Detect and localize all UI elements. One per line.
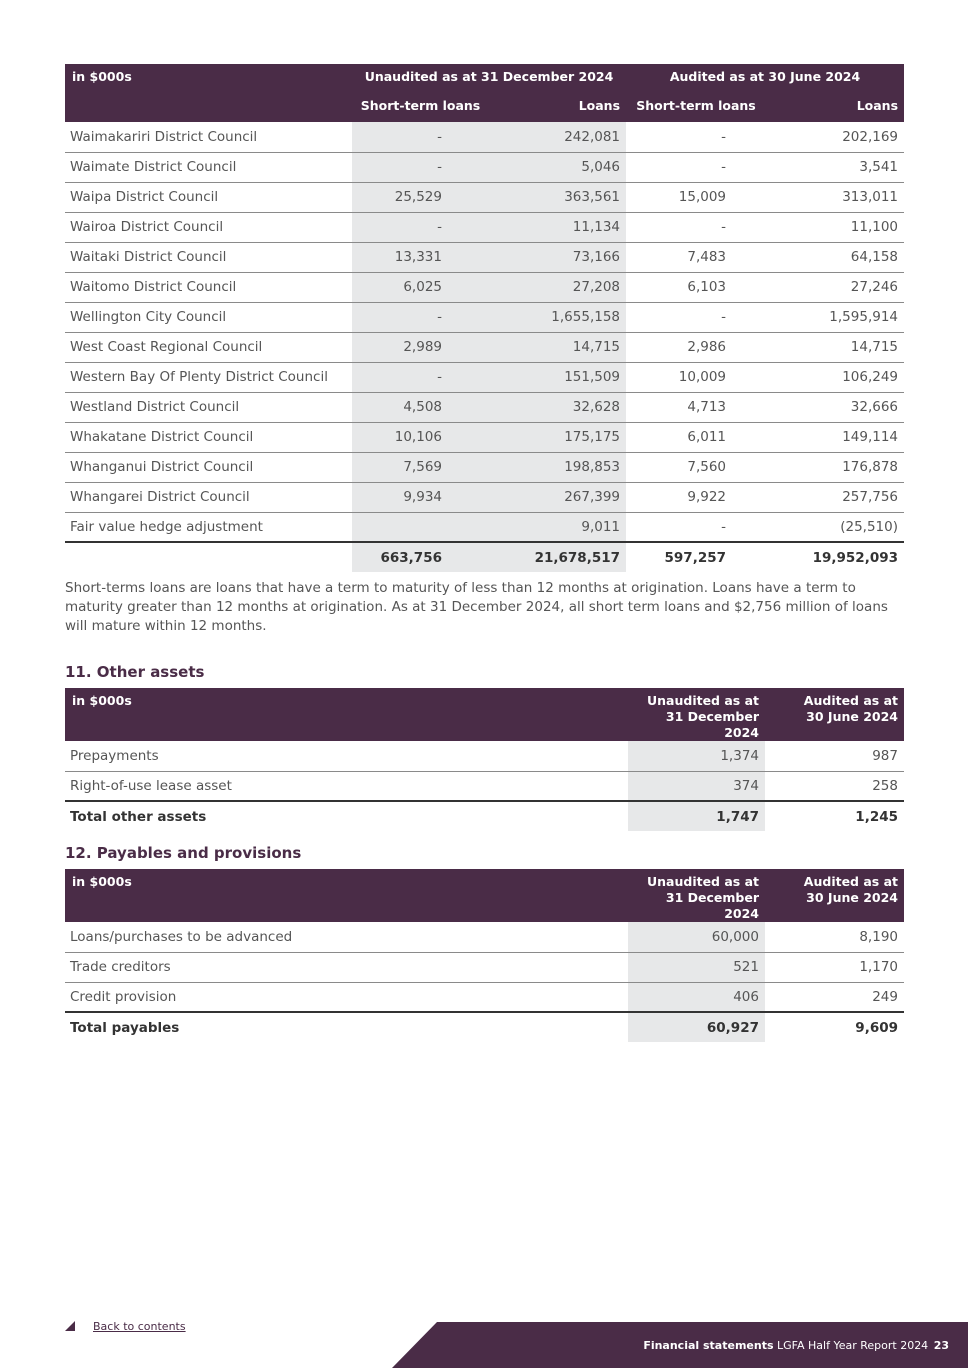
table-row: [65, 741, 904, 771]
unaudited-short-term-cell: -: [352, 122, 489, 152]
council-name-cell: Westland District Council: [65, 392, 352, 422]
table-row: [65, 922, 904, 952]
table-row: [65, 392, 904, 422]
council-name-cell: Wairoa District Council: [65, 212, 352, 242]
total-label-cell: Total payables: [70, 1019, 180, 1036]
col-header-short-term: Short-term loans: [626, 93, 766, 122]
audited-short-term-cell: 7,560: [626, 452, 766, 482]
unaudited-short-term-cell: 10,106: [352, 422, 489, 452]
unaudited-loans-cell: 5,046: [489, 152, 626, 182]
col-header-unaudited: Unaudited as at 31 December 2024: [628, 869, 765, 922]
council-name-cell: Waitaki District Council: [65, 242, 352, 272]
table-row: [65, 122, 904, 152]
unaudited-loans-cell: 9,011: [489, 512, 626, 542]
table-row: [65, 482, 904, 512]
audited-short-term-cell: -: [626, 122, 766, 152]
council-name-cell: Waipa District Council: [65, 182, 352, 212]
audited-loans-cell: (25,510): [766, 512, 904, 542]
audited-loans-cell: 32,666: [766, 392, 904, 422]
council-name-cell: Fair value hedge adjustment: [65, 512, 352, 542]
unaudited-short-term-cell: -: [352, 362, 489, 392]
unaudited-loans-cell: 198,853: [489, 452, 626, 482]
total-audited-short-term: 597,257: [664, 549, 727, 566]
total-audited-value: 9,609: [855, 1019, 898, 1036]
table-row: [65, 242, 904, 272]
table-row: [65, 452, 904, 482]
group-header-unaudited: Unaudited as at 31 December 2024: [352, 64, 626, 93]
group-header-audited: Audited as at 30 June 2024: [626, 64, 904, 93]
table-row: [65, 771, 904, 801]
audited-loans-cell: 27,246: [766, 272, 904, 302]
unaudited-short-term-cell: 4,508: [352, 392, 489, 422]
unaudited-short-term-cell: 6,025: [352, 272, 489, 302]
table-unit-label: in $000s: [65, 64, 352, 93]
unaudited-loans-cell: 11,134: [489, 212, 626, 242]
audited-loans-cell: 14,715: [766, 332, 904, 362]
totals-row: [65, 542, 904, 572]
audited-loans-cell: 176,878: [766, 452, 904, 482]
page-number: 23: [933, 1339, 949, 1352]
unaudited-loans-cell: 27,208: [489, 272, 626, 302]
council-name-cell: West Coast Regional Council: [65, 332, 352, 362]
table-row: [65, 272, 904, 302]
table-row: [65, 302, 904, 332]
table-row: [65, 212, 904, 242]
audited-loans-cell: 1,595,914: [766, 302, 904, 332]
audited-loans-cell: 313,011: [766, 182, 904, 212]
unaudited-short-term-cell: 25,529: [352, 182, 489, 212]
col-header-loans: Loans: [489, 93, 626, 122]
audited-loans-cell: 64,158: [766, 242, 904, 272]
row-label-cell: Credit provision: [65, 982, 628, 1012]
audited-loans-cell: 257,756: [766, 482, 904, 512]
section-title-payables: 12. Payables and provisions: [65, 844, 302, 862]
totals-row: [65, 1012, 904, 1042]
audited-short-term-cell: -: [626, 152, 766, 182]
row-label-cell: Trade creditors: [65, 952, 628, 982]
footer-report: LGFA Half Year Report 2024: [777, 1339, 929, 1352]
council-name-cell: Waitomo District Council: [65, 272, 352, 302]
unaudited-value-cell: 374: [628, 771, 765, 801]
row-label-cell: Loans/purchases to be advanced: [65, 922, 628, 952]
total-unaudited-value: 1,747: [628, 801, 765, 831]
unaudited-short-term-cell: [352, 512, 489, 542]
unaudited-loans-cell: 73,166: [489, 242, 626, 272]
audited-short-term-cell: 2,986: [626, 332, 766, 362]
table-row: [65, 332, 904, 362]
total-audited-value: 1,245: [855, 808, 898, 825]
col-header-short-term: Short-term loans: [352, 93, 489, 122]
audited-value-cell: 987: [765, 741, 904, 771]
audited-short-term-cell: -: [626, 212, 766, 242]
council-name-cell: Whangarei District Council: [65, 482, 352, 512]
council-name-cell: Waimakariri District Council: [65, 122, 352, 152]
council-name-cell: Whakatane District Council: [65, 422, 352, 452]
audited-short-term-cell: 15,009: [626, 182, 766, 212]
unaudited-value-cell: 406: [628, 982, 765, 1012]
unaudited-short-term-cell: 13,331: [352, 242, 489, 272]
total-audited-loans: 19,952,093: [812, 549, 899, 566]
loans-note: Short-terms loans are loans that have a term to maturity of less than 12 months at origination. Loans have a term to maturity greater than 12 months at origination. As at 31 December 2024, all short term loans and $2,756 million of loans will mature within 12 months.: [65, 580, 888, 634]
audited-loans-cell: 202,169: [766, 122, 904, 152]
unaudited-loans-cell: 1,655,158: [489, 302, 626, 332]
unaudited-value-cell: 60,000: [628, 922, 765, 952]
section-title-other-assets: 11. Other assets: [65, 663, 205, 681]
total-unaudited-loans: 21,678,517: [489, 542, 626, 572]
council-name-cell: Western Bay Of Plenty District Council: [65, 362, 352, 392]
council-name-cell: Wellington City Council: [65, 302, 352, 332]
audited-loans-cell: 11,100: [766, 212, 904, 242]
col-header-loans: Loans: [766, 93, 904, 122]
audited-loans-cell: 3,541: [766, 152, 904, 182]
audited-short-term-cell: -: [626, 512, 766, 542]
table-unit-label: in $000s: [65, 869, 628, 922]
unaudited-loans-cell: 14,715: [489, 332, 626, 362]
audited-short-term-cell: 6,011: [626, 422, 766, 452]
unaudited-loans-cell: 151,509: [489, 362, 626, 392]
unaudited-short-term-cell: -: [352, 302, 489, 332]
unaudited-loans-cell: 363,561: [489, 182, 626, 212]
table-row: [65, 952, 904, 982]
back-to-contents-link[interactable]: Back to contents: [93, 1320, 186, 1333]
table-row: [65, 982, 904, 1012]
table-unit-label: in $000s: [65, 688, 628, 741]
unaudited-loans-cell: 175,175: [489, 422, 626, 452]
unaudited-short-term-cell: -: [352, 152, 489, 182]
audited-short-term-cell: 4,713: [626, 392, 766, 422]
footer-section: Financial statements: [643, 1339, 774, 1352]
unaudited-loans-cell: 267,399: [489, 482, 626, 512]
table-row: [65, 512, 904, 542]
loans-table: [65, 64, 904, 572]
table-row: [65, 362, 904, 392]
col-header-audited: Audited as at 30 June 2024: [765, 869, 904, 922]
council-name-cell: Whanganui District Council: [65, 452, 352, 482]
unaudited-short-term-cell: 9,934: [352, 482, 489, 512]
audited-short-term-cell: 10,009: [626, 362, 766, 392]
unaudited-loans-cell: 32,628: [489, 392, 626, 422]
table-row: [65, 182, 904, 212]
audited-loans-cell: 149,114: [766, 422, 904, 452]
totals-label-cell: [65, 542, 352, 572]
audited-short-term-cell: 7,483: [626, 242, 766, 272]
audited-value-cell: 258: [765, 771, 904, 801]
unaudited-value-cell: 521: [628, 952, 765, 982]
row-label-cell: Right-of-use lease asset: [65, 771, 628, 801]
audited-value-cell: 8,190: [765, 922, 904, 952]
audited-short-term-cell: -: [626, 302, 766, 332]
total-label-cell: Total other assets: [70, 808, 207, 825]
table-row: [65, 422, 904, 452]
unaudited-value-cell: 1,374: [628, 741, 765, 771]
col-header-unaudited: Unaudited as at 31 December 2024: [628, 688, 765, 741]
unaudited-short-term-cell: 7,569: [352, 452, 489, 482]
total-unaudited-short-term: 663,756: [352, 542, 489, 572]
footer-caption: [643, 1339, 949, 1352]
payables-table: [65, 869, 904, 1042]
audited-short-term-cell: 6,103: [626, 272, 766, 302]
audited-value-cell: 249: [765, 982, 904, 1012]
table-row: [65, 152, 904, 182]
row-label-cell: Prepayments: [65, 741, 628, 771]
unaudited-short-term-cell: 2,989: [352, 332, 489, 362]
col-header-audited: Audited as at 30 June 2024: [765, 688, 904, 741]
total-unaudited-value: 60,927: [628, 1012, 765, 1042]
unaudited-loans-cell: 242,081: [489, 122, 626, 152]
audited-short-term-cell: 9,922: [626, 482, 766, 512]
audited-loans-cell: 106,249: [766, 362, 904, 392]
council-name-cell: Waimate District Council: [65, 152, 352, 182]
audited-value-cell: 1,170: [765, 952, 904, 982]
unaudited-short-term-cell: -: [352, 212, 489, 242]
totals-row: [65, 801, 904, 831]
other-assets-table: [65, 688, 904, 831]
